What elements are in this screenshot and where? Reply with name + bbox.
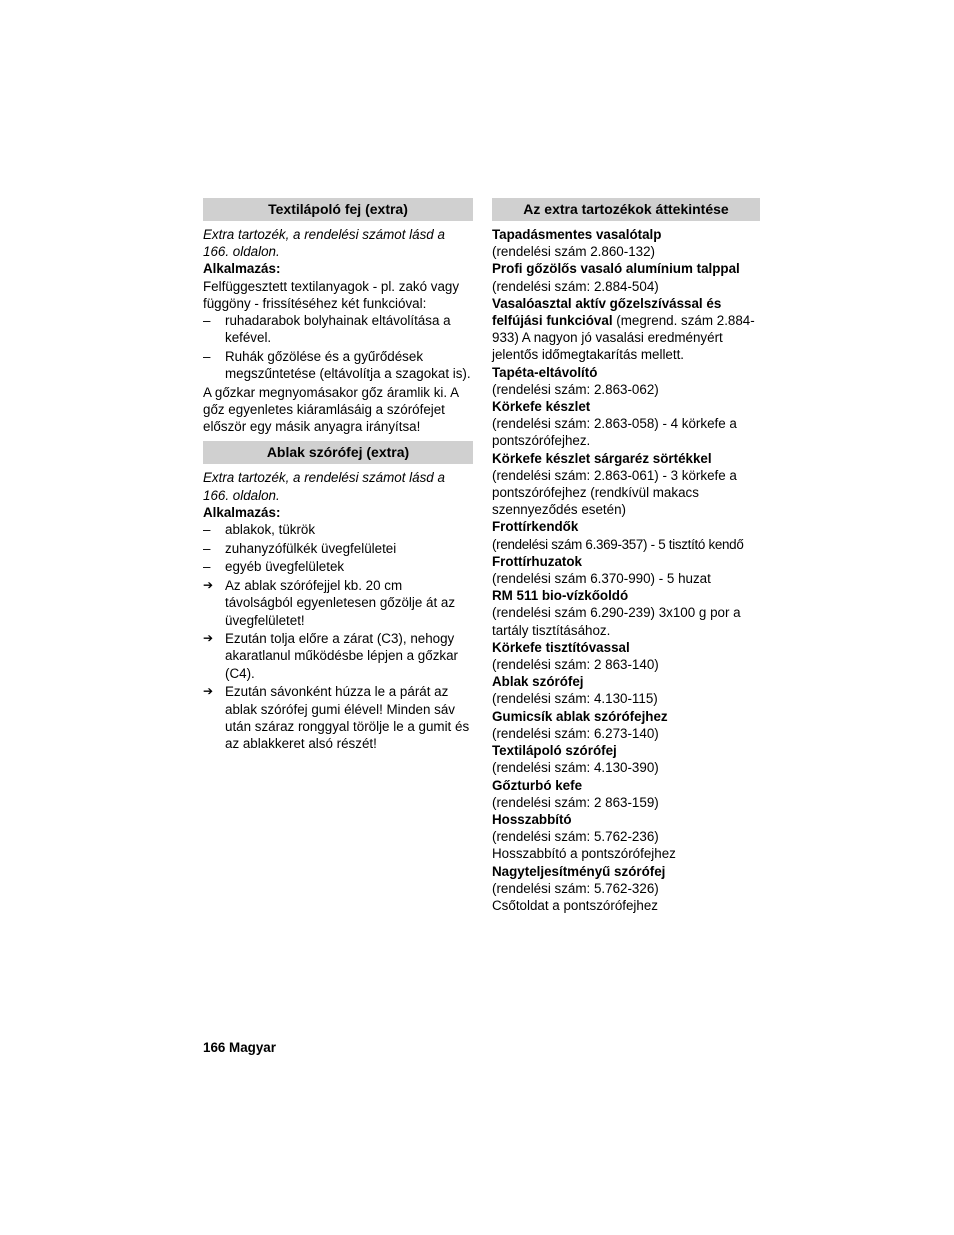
usage-intro: Felfüggesztett textilanyagok - pl. zakó vagy függöny - frissítéséhez két funkcióval:	[203, 278, 460, 311]
accessory-item: RM 511 bio-vízkőoldó (rendelési szám 6.290-239) 3x100 g por a tartály tisztításához.	[492, 588, 741, 638]
accessory-item: Körkefe tisztítóvassal (rendelési szám: 2 863-140)	[492, 639, 659, 673]
dash-marker: –	[203, 559, 211, 575]
extra-note: Extra tartozék, a rendelési számot lásd a 166. oldalon.	[203, 470, 445, 503]
dash-marker: –	[203, 348, 211, 364]
accessory-item-ironing-board: Vasalóasztal aktív gőzelszívással és felfújási funkcióval (megrend. szám 2.884-933) A nagyon jó vasalási eredményért jelentős időmegtakarítás mellett.	[492, 295, 755, 363]
section-heading-window: Ablak szórófej (extra)	[203, 441, 473, 464]
steam-note: A gőzkar megnyomásakor gőz áramlik ki. A gőz egyenletes kiáramlásáig a szórófejet először egy másik anyagra irányítsa!	[203, 384, 459, 435]
step-item: ➔ Ezután tolja előre a zárat (C3), nehogy akaratlanul működésbe lépjen a gőzkar (C4).	[203, 631, 458, 681]
step-item: ➔ Az ablak szórófejjel kb. 20 cm távolságból egyenletesen gőzölje át az üvegfelületet!	[203, 578, 456, 628]
usage-list	[203, 312, 473, 382]
accessory-item: Frottírkendők (rendelési szám 6.369-357) - 5 tisztító kendő	[492, 519, 744, 552]
list-item: – ruhadarabok bolyhainak eltávolítása a kefével.	[203, 313, 451, 346]
usage-label: Alkalmazás:	[203, 261, 281, 277]
usage-list	[203, 521, 473, 752]
accessory-item: Körkefe készlet sárgaréz sörtékkel (rendelési szám: 2.863-061) - 3 körkefe a pontszórófejhez (rendkívül makacs szennyeződés esetén)	[492, 450, 737, 518]
left-column	[203, 198, 473, 754]
section-heading-textile: Textilápoló fej (extra)	[203, 198, 473, 221]
list-item: – ablakok, tükrök	[203, 522, 316, 538]
extra-note: Extra tartozék, a rendelési számot lásd a 166. oldalon.	[203, 227, 445, 260]
accessory-item: Körkefe készlet (rendelési szám: 2.863-058) - 4 körkefe a pontszórófejhez.	[492, 399, 737, 449]
accessory-item: Tapadásmentes vasalótalp (rendelési szám 2.860-132)	[492, 227, 662, 260]
usage-label: Alkalmazás:	[203, 504, 281, 520]
dash-marker: –	[203, 540, 211, 556]
arrow-right-icon: ➔	[203, 684, 214, 699]
section-heading-accessories: Az extra tartozékok áttekintése	[492, 198, 760, 221]
list-item: – Ruhák gőzölése és a gyűrődések megszűntetése (eltávolítja a szagokat is).	[203, 348, 471, 382]
accessory-item: Tapéta-eltávolító (rendelési szám: 2.863-062)	[492, 364, 659, 397]
accessory-item: Ablak szórófej (rendelési szám: 4.130-115)	[492, 674, 658, 707]
accessory-item: Hosszabbító (rendelési szám: 5.762-236) Hosszabbító a pontszórófejhez	[492, 811, 676, 862]
step-item: ➔ Ezután sávonként húzza le a párát az ablak szórófej gumi élével! Minden sáv után száraz ronggyal törölje le a gumit és az ablakkeret alsó részét!	[203, 684, 470, 751]
dash-marker: –	[203, 313, 211, 329]
list-item: – egyéb üvegfelületek	[203, 559, 345, 575]
list-item: – zuhanyzófülkék üvegfelületei	[203, 540, 397, 556]
dash-marker: –	[203, 522, 211, 538]
accessory-item: Gőzturbó kefe (rendelési szám: 2 863-159)	[492, 777, 659, 810]
page-footer: 166 Magyar	[203, 1040, 276, 1055]
accessory-item: Gumicsík ablak szórófejhez (rendelési szám: 6.273-140)	[492, 708, 668, 741]
accessory-item: Profi gőzölős vasaló alumínium talppal (rendelési szám: 2.884-504)	[492, 261, 740, 294]
accessory-item: Nagyteljesítményű szórófej (rendelési szám: 5.762-326) Csőtoldat a pontszórófejhez	[492, 863, 666, 913]
arrow-right-icon: ➔	[203, 631, 214, 646]
accessory-item: Textilápoló szórófej (rendelési szám: 4.130-390)	[492, 743, 659, 776]
accessory-item: Frottírhuzatok (rendelési szám 6.370-990) - 5 huzat	[492, 553, 711, 587]
arrow-right-icon: ➔	[203, 578, 214, 593]
right-column	[492, 198, 772, 914]
